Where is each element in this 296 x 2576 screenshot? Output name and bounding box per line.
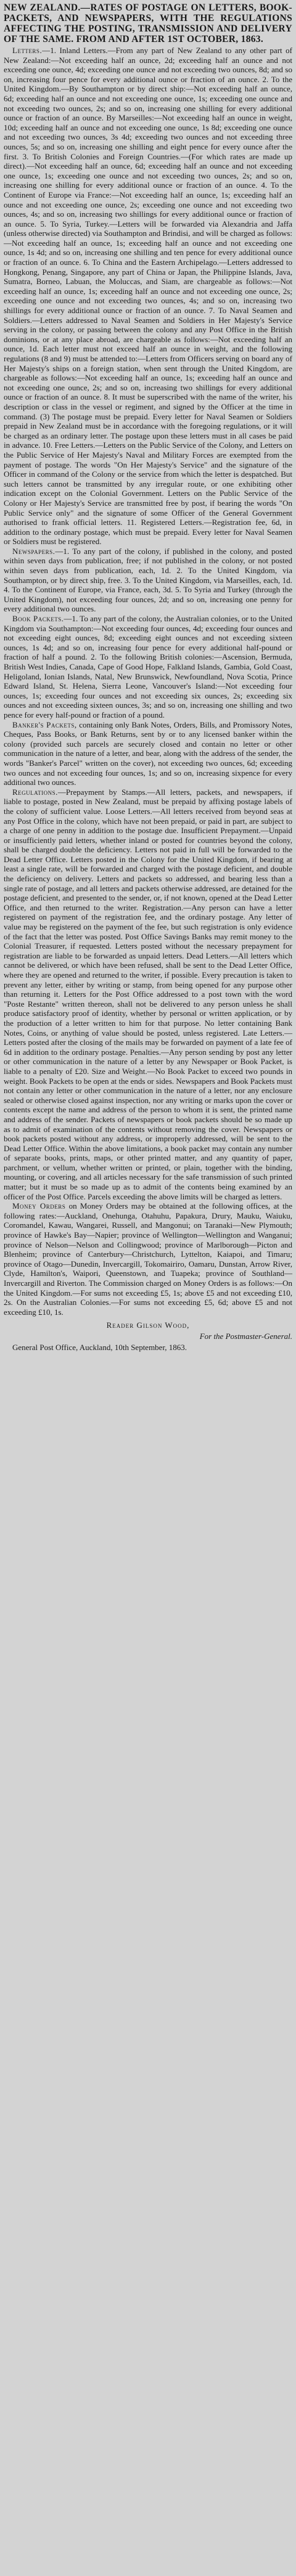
postmaster-title: For the Postmaster-General. (199, 1331, 292, 1341)
bankers-packets-label: Banker's Packets, (12, 720, 77, 729)
letters-label: Letters. (12, 46, 43, 55)
regulations-text: —Prepayment by Stamps.—All letters, packets, and newspapers, if liable to postage, posted in New Zealand, must be prepaid by affixing postage labels of the colony of sufficient value. Loose Letters.—All letters received from beyond seas at any Post Office in the colony, which have not been prepaid, or paid in part, are subject to a charge of one penny in addition to the postage due. Insufficient Prepayment.—Unpaid or insufficiently paid letters, whether inland or posted for countries beyond the colony, shall be charged double the deficiency. Letters not paid in full will be forwarded to the Dead Letter Office. Letters posted in the Colony for the United Kingdom, if bearing at least a single rate, will be forwarded and charged with the postage deficient, and double the deficiency on delivery. Letters and packets so addressed, and bearing less than a single rate of postage, and all letters and packets otherwise addressed, are detained for the postage deficient, and presented to the sender, or, if not known, opened at the Dead Letter Office, and then returned to the writer. Registration.—Any person can have a letter registered on payment of the registration fee, and the ordinary postage. Any letter of value may be registered on the payment of the fee, but such registration is only evidence of the fact that the letter was posted. Post Office Savings Banks may remit money to the Colonial Treasurer, if requested. Letters posted without the necessary prepayment for registration are liable to be forwarded as unpaid letters. Dead Letters.—All letters which cannot be delivered, or which have been refused, shall be sent to the Dead Letter Office, where they are opened and returned to the writer, if possible. Every precaution is taken to prevent any letter, either by writing or stamp, from being opened for any purpose other than returning it. Letters for the Post Office addressed to a post town with the word "Poste Restante" written thereon, shall not be delivered to any person unless he shall produce satisfactory proof of identity, whether by personal or written application, or by the production of a letter written to him for that purpose. No letter containing Bank Notes, Coins, or anything of value should be posted, unless registered. Late Letters.—Letters posted after the closing of the mails may be forwarded on payment of a late fee of 6d in addition to the ordinary postage. Penalties.—Any person sending by post any letter or other communication in the nature of a letter by any Newspaper or Book Packet, is liable to a penalty of £20. Size and Weight.—No Book Packet to exceed two pounds in weight. Book Packets to be open at the ends or sides. Newspapers and Book Packets must not contain any letter or other communication in the nature of a letter, nor any enclosure sealed or otherwise closed against inspection, nor any writing or marks upon the cover or contents except the name and address of the person to whom it is sent, the printed name and address of the sender. Packets of newspapers or book packets should be so made up as to admit of examination of the contents without removing the cover. Newspapers or book packets posted without any address, or improperly addressed, will be sent to the Dead Letter Office. Within the above limitations, a book packet may contain any number of separate books, prints, maps, or other printed matter, and any quantity of paper, parchment, or vellum, whether written or printed, or plain, together with the binding, mounting, or covering, and all articles necessary for the safe transmission of such printed matter; but it must be so made up as to admit of the contents being examined by an officer of the Post Office. Parcels exceeding the above limits will be charged as letters. (4, 787, 292, 1201)
letters-section (4, 46, 292, 547)
newspapers-label: Newspapers. (12, 546, 56, 556)
regulations-section (4, 787, 292, 1202)
footer-dateline: General Post Office, Auckland, 10th September, 1863. (12, 1342, 187, 1352)
reader-signature: Reader Gilson Wood, (106, 1320, 190, 1330)
money-orders-text: on Money Orders may be obtained at the following offices, at the following rates:—Auckland, Onehunga, Otahuhu, Papakura, Drury, Mauku, Waiuku, Coromandel, Kawau, Wangarei, Russell, and Mangonui; on Taranaki—New Plymouth; province of Hawke's Bay—Napier; province of Wellington—Wellington and Wanganui; province of Nelson—Nelson and Collingwood; province of Marlborough—Picton and Blenheim; province of Canterbury—Christchurch, Lyttelton, Kaiapoi, and Timaru; province of Otago—Dunedin, Invercargill, Tokomairiro, Oamaru, Dunstan, Arrow River, Clyde, Hamilton's, Waipori, Queenstown, and Tuapeka; province of Southland—Invercargill and Riverton. The Commission charged on Money Orders is as follows:—On the United Kingdom.—For sums not exceeding £5, 1s; above £5 and not exceeding £10, 2s. On the Australian Colonies.—For sums not exceeding £5, 6d; above £5 and not exceeding £10, 1s. (4, 1201, 293, 1317)
money-orders-section (4, 1201, 292, 1317)
book-packets-section (4, 614, 292, 720)
newspapers-section (4, 547, 292, 614)
book-packets-label: Book Packets. (12, 614, 64, 624)
money-orders-label: Money Orders (12, 1201, 66, 1211)
newspapers-text: —1. To any part of the colony, if published in the colony, and posted within seven days from publication, free; if not published in the colony, or not posted within seven days from publication, each, 1d. 2. To the United Kingdom, via Southampton, or by direct ship, free. 3. To the United Kingdom, via Marseilles, each, 1d. 4. To the Continent of Europe, via France, each, 3d. 5. To Syria and Turkey (through the United Kingdom), not exceeding four ounces, 2d; and so on, increasing one penny for every additional two ounces. (4, 546, 292, 614)
book-packets-text: —1. To any part of the colony, the Australian colonies, or to the United Kingdom via Southampton:—Not exceeding four ounces, 4d; exceeding four ounces and not exceeding eight ounces, 8d; exceeding eight ounces and not exceeding sixteen ounces, 1s 4d; and so on, increasing four pence for every additional half-pound or fraction of half a pound. 2. To the following British colonies:—Ascension, Bermuda, British West Indies, Canada, Cape of Good Hope, Falkland Islands, Gambia, Gold Coast, Heligoland, Ionian Islands, Natal, New Brunswick, Newfoundland, Nova Scotia, Prince Edward Island, St. Helena, Sierra Leone, Vancouver's Island:—Not exceeding four ounces, 1s; exceeding four ounces and not exceeding six ounces, 2s; exceeding six ounces and not exceeding sixteen ounces, 3s; and so on, increasing one shilling and two pence for every half-pound or fraction of a pound. (4, 614, 293, 720)
article-headline: NEW ZEALAND.—RATES OF POSTAGE ON LETTERS, BOOK-PACKETS, AND NEWSPAPERS, WITH THE REGULATIONS AFFECTING THE POSTING, TRANSMISSION AND DELIVERY OF THE SAME. FROM AND AFTER 1ST OCTOBER, 1863. (4, 2, 292, 44)
letters-text: —1. Inland Letters.—From any part of New Zealand to any other part of New Zealand:—Not exceeding half an ounce, 2d; exceeding half an ounce and not exceeding one ounce, 4d; exceeding one ounce and not exceeding two ounces, 8d; and so on, increasing four pence for every additional ounce or fraction of an ounce. 2. To the United Kingdom.—By Southampton or by direct ship:—Not exceeding half an ounce, 6d; exceeding half an ounce and not exceeding one ounce, 1s; exceeding one ounce and not exceeding two ounces, 2s; and so on, increasing one shilling for every additional ounce or fraction of an ounce. By Marseilles:—Not exceeding half an ounce in weight, 10d; exceeding half an ounce and not exceeding one ounce, 1s 8d; exceeding one ounce and not exceeding two ounces, 3s 4d; exceeding two ounces and not exceeding three ounces, 5s; and so on, increasing one shilling and eight pence for every ounce after the first. 3. To British Colonies and Foreign Countries.—(For which rates are made up direct).—Not exceeding half an ounce, 6d; exceeding half an ounce and not exceeding one ounce, 1s; exceeding one ounce and not exceeding two ounces, 2s; and so on, increasing one shilling for every additional ounce or fraction of an ounce. 4. To the Continent of Europe via France:—Not exceeding half an ounce, 1s; exceeding half an ounce and not exceeding one ounce, 2s; exceeding one ounce and not exceeding two ounces, 4s; and so on, increasing two shillings for every additional ounce or fraction of an ounce. 5. To Syria, Turkey.—Letters will be forwarded via Alexandria and Jaffa (unless otherwise directed) via Southampton and Brindisi, and will be charged as follows:—Not exceeding half an ounce, 1s; exceeding half an ounce and not exceeding one ounce, 1s 4d; and so on, increasing one shilling and ten pence for every additional ounce or fraction of an ounce. 6. To China and the Eastern Archipelago.—Letters addressed to Hongkong, Penang, Singapore, any part of China or Japan, the Philippine Islands, Java, Sumatra, Borneo, Labuan, the Moluccas, and Siam, are chargeable as follows:—Not exceeding half an ounce, 1s; exceeding half an ounce and not exceeding one ounce, 2s; exceeding one ounce and not exceeding two ounces, 4s; and so on, increasing two shillings for every additional ounce or fraction of an ounce. 7. To Naval Seamen and Soldiers.—Letters addressed to Naval Seamen and Soldiers in Her Majesty's Service serving in the colony, or passing between the colony and any Post Office in the British dominions, or at any place abroad, are chargeable as follows:—Not exceeding half an ounce, 1d. Each letter must not exceed half an ounce in weight, and the following regulations (8 and 9) must be attended to:—Letters from Officers serving on board any of Her Majesty's ships on a foreign station, when sent through the United Kingdom, are chargeable as follows:—Not exceeding half an ounce, 1s; exceeding half an ounce and not exceeding one ounce, 2s; and so on, increasing two shillings for every additional ounce or fraction of an ounce. 8. It must be superscribed with the name of the writer, his description or class in the vessel or regiment, and signed by the Officer at the time in command. (3) The postage must be prepaid. Every letter for Naval Seamen or Soldiers prepaid in New Zealand must be in accordance with the foregoing regulations, or it will be charged as an ordinary letter. The postage upon these letters must in all cases be paid in advance. 10. Free Letters.—Letters on the Public Service of the Colony, and Letters on the Public Service of Her Majesty's Naval and Military Forces are exempted from the payment of postage. The words "On Her Majesty's Service" and the signature of the Officer in command of the Colony or the service from which the letter is despatched. But such letters cannot be transmitted by any irregular route, or one exhibiting other indication except on the Colonial Government. Letters on the Public Service of the Colony or Her Majesty's Service are transmitted free by post, if bearing the words "On Public Service only" and the signature of some Officer of the General Government authorised to frank official letters. 11. Registered Letters.—Registration fee, 6d, in addition to the ordinary postage, which must be prepaid. Every letter for Naval Seamen or Soldiers must be registered. (4, 46, 292, 547)
bankers-packets-text: containing only Bank Notes, Orders, Bills, and Promissory Notes, Cheques, Pass Books, or Bank Returns, sent by or to any licensed banker within the colony (provided such parcels are securely closed and contain no letter or other communication in the nature of a letter, and bear, along with the address of the sender, the words "Banker's Parcel" written on the cover), not exceeding two ounces, 6d; exceeding two ounces and not exceeding four ounces, 1s; and so on, increasing sixpence for every additional two ounces. (4, 720, 293, 787)
regulations-label: Regulations. (12, 787, 58, 797)
bankers-packets-section (4, 720, 292, 787)
